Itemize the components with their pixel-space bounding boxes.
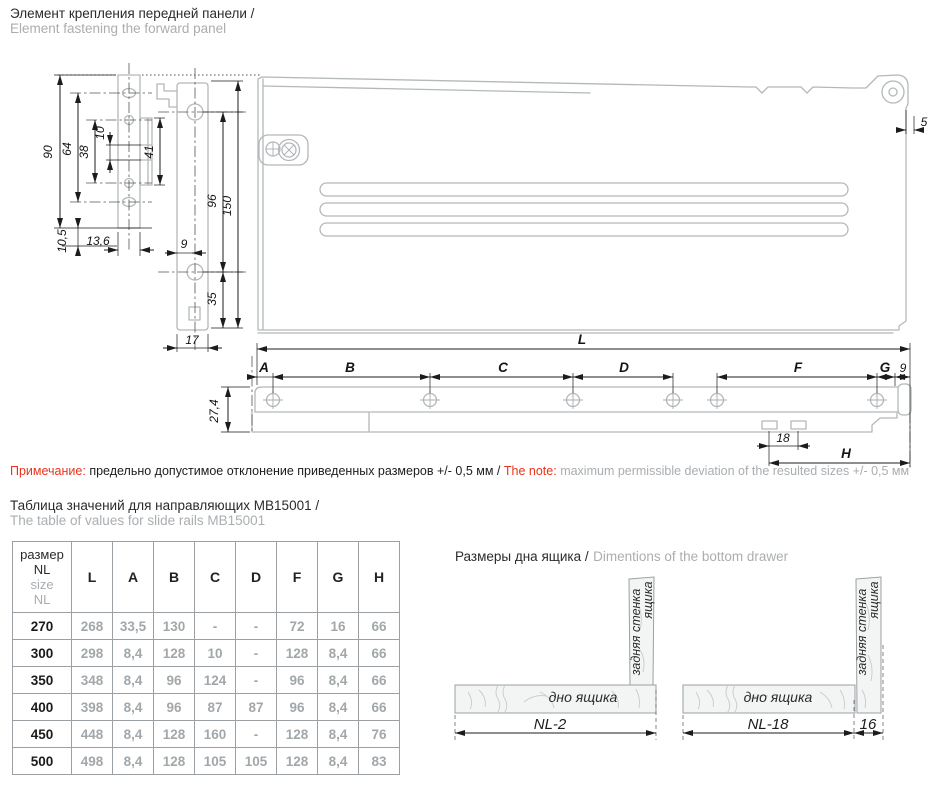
col-B: B bbox=[154, 542, 195, 613]
page-title-en: Element fastening the forward panel bbox=[10, 21, 227, 36]
cell: - bbox=[195, 613, 236, 640]
table-section-title bbox=[10, 498, 319, 528]
note-label-ru: Примечание: bbox=[10, 464, 86, 478]
dim-10: 10 bbox=[93, 126, 107, 140]
cell: 66 bbox=[359, 667, 400, 694]
cell: 128 bbox=[154, 721, 195, 748]
dim-16: 16 bbox=[859, 716, 877, 733]
diagram-nl2 bbox=[455, 577, 656, 740]
cell: 124 bbox=[195, 667, 236, 694]
rail-holes bbox=[263, 391, 887, 409]
cell: 128 bbox=[277, 748, 318, 775]
back-wall-label: ящика bbox=[641, 581, 655, 619]
rail-slot bbox=[762, 421, 777, 429]
technical-drawing bbox=[0, 60, 938, 475]
dim-B: B bbox=[345, 360, 355, 375]
cell: 66 bbox=[359, 613, 400, 640]
cell: - bbox=[236, 667, 277, 694]
cell: 8,4 bbox=[318, 640, 359, 667]
cell: 8,4 bbox=[113, 667, 154, 694]
cell: 300 bbox=[13, 640, 72, 667]
table-title-en: The table of values for slide rails MB15001 bbox=[10, 513, 266, 528]
dimensions-rail bbox=[221, 343, 910, 467]
cell: 128 bbox=[154, 748, 195, 775]
dim-64: 64 bbox=[60, 142, 74, 156]
rib bbox=[320, 223, 848, 236]
cell: 350 bbox=[13, 667, 72, 694]
front-adjuster bbox=[259, 135, 308, 165]
dim-G: G bbox=[879, 360, 891, 375]
bottom-drawer-diagrams bbox=[450, 565, 938, 745]
note-label-en: The note: bbox=[503, 464, 557, 478]
dim-L: L bbox=[577, 332, 587, 347]
cell: 33,5 bbox=[113, 613, 154, 640]
cell: 450 bbox=[13, 721, 72, 748]
rib bbox=[320, 183, 848, 196]
hook bbox=[157, 84, 177, 107]
cell: 270 bbox=[13, 613, 72, 640]
rail-drawing bbox=[252, 384, 911, 432]
cell: 298 bbox=[72, 640, 113, 667]
cell: 8,4 bbox=[318, 721, 359, 748]
dimension-labels bbox=[41, 115, 928, 461]
cell: 96 bbox=[154, 667, 195, 694]
bottom-title-en: Dimentions of the bottom drawer bbox=[593, 549, 789, 564]
dim-27-4: 27,4 bbox=[207, 399, 221, 423]
table-row bbox=[13, 640, 400, 667]
bottom-board-label: дно ящика bbox=[743, 689, 813, 705]
cell: 8,4 bbox=[113, 640, 154, 667]
cell: - bbox=[236, 721, 277, 748]
dim-41: 41 bbox=[142, 145, 156, 159]
dim-9b: 9 bbox=[899, 361, 907, 375]
diagram-nl18 bbox=[683, 577, 883, 740]
cell: 8,4 bbox=[113, 694, 154, 721]
cell: 87 bbox=[195, 694, 236, 721]
cell: 105 bbox=[195, 748, 236, 775]
cell: 66 bbox=[359, 694, 400, 721]
rail-slot bbox=[791, 421, 806, 429]
dim-9a: 9 bbox=[180, 237, 188, 251]
cell: 8,4 bbox=[318, 667, 359, 694]
table-title-ru: Таблица значений для направляющих MB15001 / bbox=[10, 498, 320, 513]
cell: 87 bbox=[236, 694, 277, 721]
page-title bbox=[10, 6, 254, 36]
cell: 8,4 bbox=[113, 721, 154, 748]
back-wall-label: ящика bbox=[867, 581, 881, 619]
dim-D: D bbox=[619, 360, 629, 375]
cell: 128 bbox=[154, 640, 195, 667]
back-wall-label: задняя стенка bbox=[629, 588, 643, 676]
dim-10-5: 10,5 bbox=[55, 229, 69, 253]
bottom-board-label: дно ящика bbox=[548, 689, 618, 705]
dim-A: A bbox=[259, 360, 269, 375]
dimensions-front-view bbox=[54, 75, 923, 352]
dim-5: 5 bbox=[920, 115, 928, 129]
cell: 66 bbox=[359, 640, 400, 667]
cell: - bbox=[236, 640, 277, 667]
rib bbox=[320, 203, 848, 216]
cell: 105 bbox=[236, 748, 277, 775]
cell: 448 bbox=[72, 721, 113, 748]
dim-96: 96 bbox=[205, 194, 219, 208]
note-text-ru: предельно допустимое отклонение приведенных размеров +/- 0,5 мм / bbox=[89, 464, 501, 478]
drawer-side-panel bbox=[258, 75, 908, 333]
cell: 128 bbox=[277, 640, 318, 667]
header-size-cell: размер NL size NL bbox=[13, 542, 72, 613]
cell: - bbox=[236, 613, 277, 640]
cell: 96 bbox=[154, 694, 195, 721]
bottom-title-ru: Размеры дна ящика / bbox=[455, 549, 589, 564]
cell: 8,4 bbox=[318, 748, 359, 775]
cell: 8,4 bbox=[113, 748, 154, 775]
cell: 10 bbox=[195, 640, 236, 667]
table-row bbox=[13, 667, 400, 694]
table-row bbox=[13, 721, 400, 748]
cell: 500 bbox=[13, 748, 72, 775]
note bbox=[10, 464, 909, 478]
col-A: A bbox=[113, 542, 154, 613]
table-row bbox=[13, 694, 400, 721]
cell: 398 bbox=[72, 694, 113, 721]
cell: 498 bbox=[72, 748, 113, 775]
col-C: C bbox=[195, 542, 236, 613]
dim-38: 38 bbox=[77, 145, 91, 159]
col-L: L bbox=[72, 542, 113, 613]
table-row bbox=[13, 748, 400, 775]
cell: 268 bbox=[72, 613, 113, 640]
dim-35: 35 bbox=[205, 292, 219, 306]
cell: 96 bbox=[277, 694, 318, 721]
dim-nl2: NL-2 bbox=[533, 716, 567, 733]
rail-end-cap bbox=[898, 384, 911, 415]
dim-90: 90 bbox=[41, 145, 55, 159]
cell: 72 bbox=[277, 613, 318, 640]
cell: 130 bbox=[154, 613, 195, 640]
col-H: H bbox=[359, 542, 400, 613]
cell: 76 bbox=[359, 721, 400, 748]
col-D: D bbox=[236, 542, 277, 613]
dim-18: 18 bbox=[776, 431, 790, 445]
col-F: F bbox=[277, 542, 318, 613]
dim-nl18: NL-18 bbox=[747, 716, 789, 733]
cell: 160 bbox=[195, 721, 236, 748]
cell: 83 bbox=[359, 748, 400, 775]
table-header-row bbox=[13, 542, 400, 613]
table-row bbox=[13, 613, 400, 640]
centerlines bbox=[70, 63, 910, 470]
values-table bbox=[12, 541, 400, 775]
page-title-ru: Элемент крепления передней панели / bbox=[10, 6, 255, 21]
cell: 16 bbox=[318, 613, 359, 640]
dim-H: H bbox=[841, 446, 851, 461]
cell: 128 bbox=[277, 721, 318, 748]
dim-C: C bbox=[498, 360, 508, 375]
back-wall-label: задняя стенка bbox=[855, 588, 869, 676]
dim-F: F bbox=[793, 360, 803, 375]
cell: 96 bbox=[277, 667, 318, 694]
dim-17: 17 bbox=[185, 333, 199, 347]
roller bbox=[882, 81, 904, 103]
note-text-en: maximum permissible deviation of the resulted sizes +/- 0,5 мм bbox=[560, 464, 910, 478]
cell: 8,4 bbox=[318, 694, 359, 721]
cell: 348 bbox=[72, 667, 113, 694]
dim-13-6: 13,6 bbox=[86, 234, 110, 248]
dim-150: 150 bbox=[220, 195, 234, 217]
bottom-section-title bbox=[455, 548, 788, 566]
cell: 400 bbox=[13, 694, 72, 721]
col-G: G bbox=[318, 542, 359, 613]
